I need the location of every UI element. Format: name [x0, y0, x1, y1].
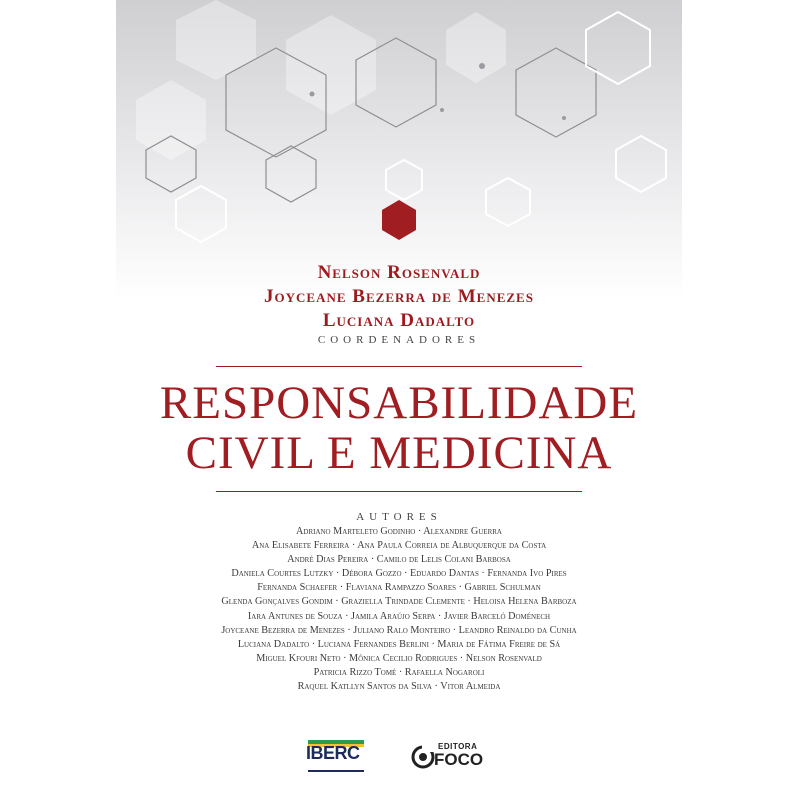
authors-heading: AUTORES	[356, 511, 442, 523]
iberc-wordmark: IBERC	[306, 743, 360, 763]
title-line-1: RESPONSABILIDADE	[159, 377, 639, 429]
authors-line: Miguel Kfouri Neto · Mônica Cecilio Rodrigues · Nelson Rosenvald	[256, 652, 542, 664]
editora-label: EDITORA	[438, 742, 478, 751]
authors-list	[116, 525, 682, 694]
authors-line: Raquel Katllyn Santos da Silva · Vitor Almeida	[297, 681, 501, 693]
coordinator-name: Luciana Dadalto	[322, 310, 476, 331]
authors-line: Fernanda Schaefer · Flaviana Rampazzo Soares · Gabriel Schulman	[257, 582, 541, 594]
authors-line: Adriano Marteleto Godinho · Alexandre Guerra	[296, 526, 502, 537]
authors-line: Patricia Rizzo Tomé · Rafaella Nogaroli	[313, 666, 485, 678]
authors-line: André Dias Pereira · Camilo de Lelis Colani Barbosa	[287, 554, 511, 566]
publisher-logos	[116, 740, 682, 776]
foco-wordmark: FOCO	[434, 750, 484, 769]
authors-line: Glenda Gonçalves Gondim · Graziella Trindade Clemente · Heloisa Helena Barboza	[221, 596, 577, 608]
authors-line: Joyceane Bezerra de Menezes · Juliano Ralo Monteiro · Leandro Reinaldo da Cunha	[221, 624, 577, 636]
book-title	[116, 378, 682, 478]
coordinator-name: Joyceane Bezerra de Menezes	[264, 286, 534, 307]
coordinators-label: COORDENADORES	[317, 334, 481, 346]
authors-line: Daniela Courtes Lutzky · Débora Gozzo · Eduardo Dantas · Fernanda Ivo Pires	[231, 568, 567, 580]
coordinator-name: Nelson Rosenvald	[317, 262, 481, 283]
title-line-2: CIVIL E MEDICINA	[185, 427, 613, 479]
book-cover	[116, 0, 682, 790]
authors-line: Iara Antunes de Souza · Jamila Araújo Serpa · Javier Barceló Doménech	[247, 610, 551, 622]
editora-foco-logo	[410, 740, 510, 774]
top-rule	[216, 366, 582, 367]
hexagon-background	[116, 0, 682, 300]
authors-line: Ana Elisabete Ferreira · Ana Paula Correia de Albuquerque da Costa	[251, 540, 547, 552]
authors-line: Luciana Dadalto · Luciana Fernandes Berlini · Maria de Fátima Freire de Sá	[237, 638, 561, 650]
coordinators-block	[116, 261, 682, 346]
iberc-logo	[306, 740, 366, 774]
bottom-rule	[216, 491, 582, 492]
